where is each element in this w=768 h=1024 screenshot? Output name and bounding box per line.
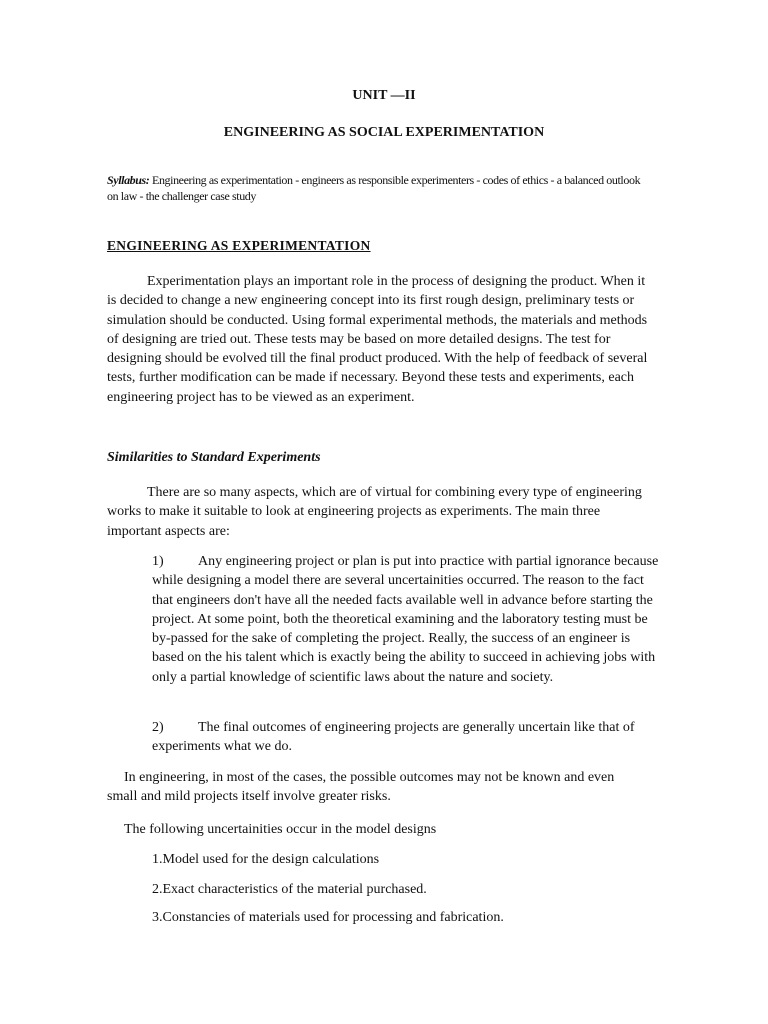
syllabus-label: Syllabus:: [107, 173, 150, 187]
uncertainty-item: 2.Exact characteristics of the material purchased.: [152, 882, 427, 897]
item-number: 1): [152, 554, 164, 569]
aspects-paragraph: [107, 483, 657, 541]
item-text: The final outcomes of engineering projects are generally uncertain like that of experiments what we do.: [152, 720, 635, 755]
section-heading: ENGINEERING AS EXPERIMENTATION: [107, 238, 371, 253]
unit-title: UNIT —II: [352, 88, 416, 103]
numbered-item: [152, 718, 664, 757]
syllabus-text: Engineering as experimentation - engineers as responsible experimenters - codes of ethics - a balanced outlook on law - the challenger case study: [107, 173, 641, 203]
document-title: ENGINEERING AS SOCIAL EXPERIMENTATION: [223, 125, 545, 140]
uncertainty-item: 3.Constancies of materials used for processing and fabrication.: [152, 910, 504, 925]
aspects-paragraph-text: There are so many aspects, which are of virtual for combining every type of engineering works to make it suitable to look at engineering projects as experiments. The main three important aspects are:: [107, 485, 642, 539]
outcomes-paragraph: [107, 768, 637, 807]
sub-heading: Similarities to Standard Experiments: [107, 450, 321, 465]
intro-paragraph: [107, 272, 657, 407]
item-text: Any engineering project or plan is put into practice with partial ignorance because while designing a model there are several uncertainities occurred. The reason to the fact that engineers don't have all the needed facts available well in advance before starting the project. At some point, both the theoretical examining and the laboratory testing must be by-passed for the sake of completing the project. Really, the success of an engineer is based on the his talent which is exactly being the ability to succeed in achieving jobs with only a partial knowledge of scientific laws about the nature and society.: [152, 554, 659, 685]
uncertainties-intro: The following uncertainities occur in the model designs: [124, 822, 437, 837]
uncertainty-item: 1.Model used for the design calculations: [152, 852, 380, 867]
intro-paragraph-text: Experimentation plays an important role in the process of designing the product. When it is decided to change a new engineering concept into its first rough design, preliminary tests or simulation should be conducted. Using formal experimental methods, the materials and methods of designing are tried out. These tests may be based on more detailed designs. The test for designing should be evolved till the final product produced. With the help of feedback of several tests, further modification can be made if necessary. Beyond these tests and experiments, each engineering project has to be viewed as an experiment.: [107, 274, 648, 405]
outcomes-paragraph-text: In engineering, in most of the cases, the possible outcomes may not be known and even small and mild projects itself involve greater risks.: [107, 770, 615, 805]
numbered-item: [152, 552, 664, 687]
syllabus: [107, 172, 647, 204]
item-number: 2): [152, 720, 164, 735]
